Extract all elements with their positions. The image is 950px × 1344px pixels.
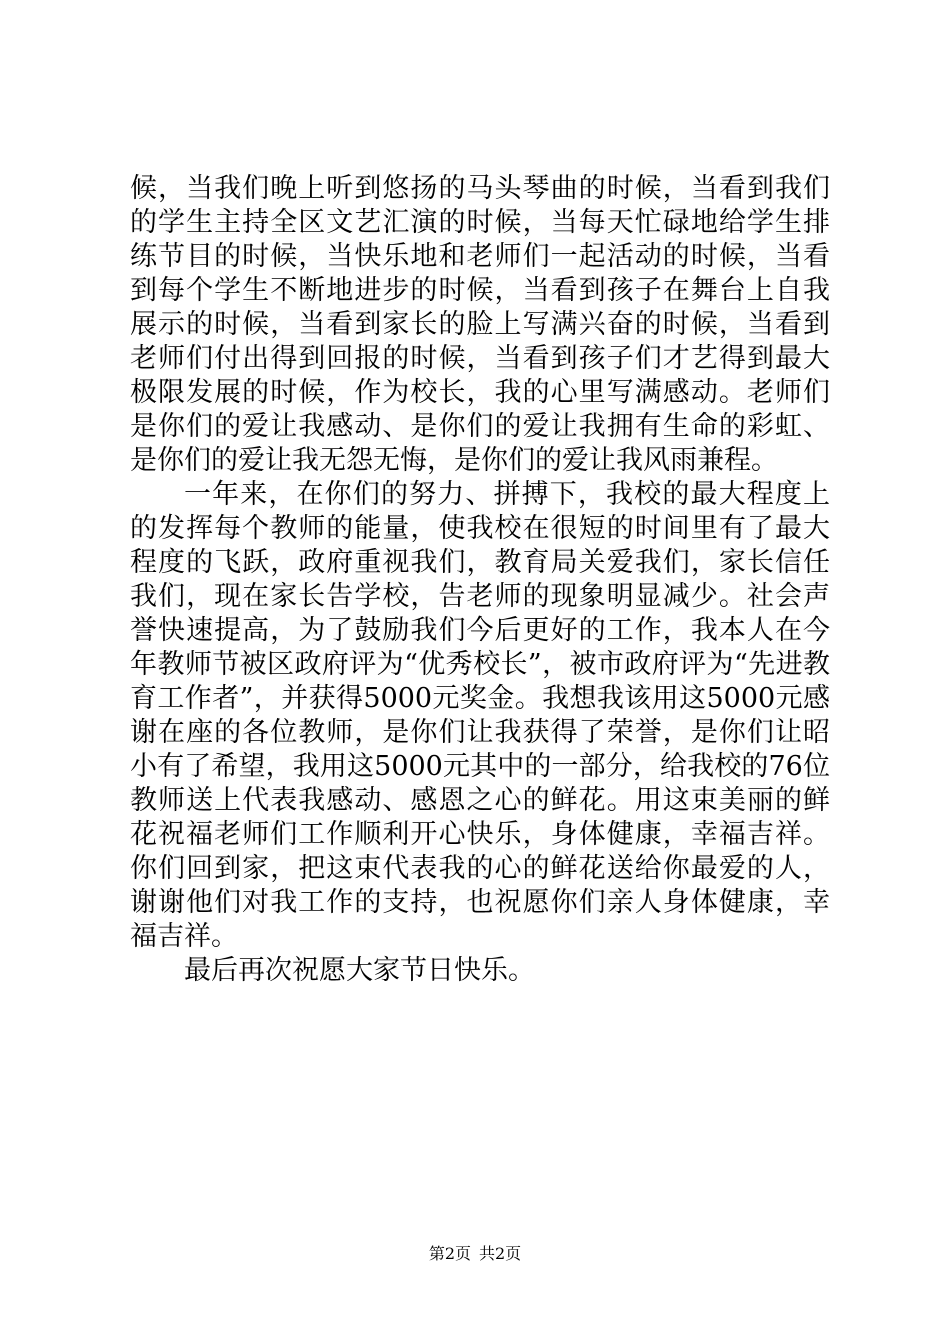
document-body — [130, 172, 830, 988]
page-total: 共2页 — [479, 1244, 522, 1263]
paragraph-annual-review: 一年来，在你们的努力、拼搏下，我校的最大程度上的发挥每个教师的能量，使我校在很短的时间里有了最大程度的飞跃，政府重视我们，教育局关爱我们，家长信任我们，现在家长告学校，告老师的现象明显减少。社会声誉快速提高，为了鼓励我们今后更好的工作，我本人在今年教师节被区政府评为“优秀校长”，被市政府评为“先进教育工作者”，并获得5000元奖金。我想我该用这5000元感谢在座的各位教师，是你们让我获得了荣誉，是你们让昭小有了希望，我用这5000元其中的一部分，给我校的76位教师送上代表我感动、感恩之心的鲜花。用这束美丽的鲜花祝福老师们工作顺利开心快乐，身体健康，幸福吉祥。你们回到家，把这束代表我的心的鲜花送给你最爱的人，谢谢他们对我工作的支持，也祝愿你们亲人身体健康，幸福吉祥。 — [130, 479, 830, 952]
page-footer — [0, 1244, 950, 1264]
paragraph-continuation: 候，当我们晚上听到悠扬的马头琴曲的时候，当看到我们的学生主持全区文艺汇演的时候，当每天忙碌地给学生排练节目的时候，当快乐地和老师们一起活动的时候，当看到每个学生不断地进步的时候，当看到孩子在舞台上自我展示的时候，当看到家长的脸上写满兴奋的时候，当看到老师们付出得到回报的时候，当看到孩子们才艺得到最大极限发展的时候，作为校长，我的心里写满感动。老师们是你们的爱让我感动、是你们的爱让我拥有生命的彩虹、是你们的爱让我无怨无悔，是你们的爱让我风雨兼程。 — [130, 173, 830, 476]
page-number: 第2页 — [428, 1244, 471, 1263]
paragraph-closing: 最后再次祝愿大家节日快乐。 — [184, 955, 535, 986]
